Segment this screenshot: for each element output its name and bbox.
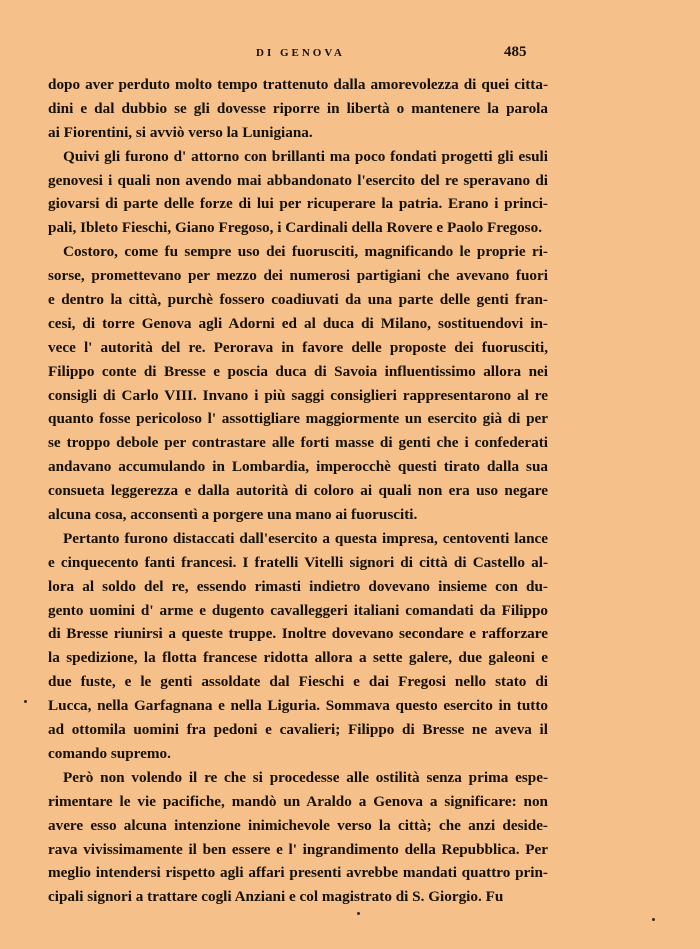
- text-line: Quivi gli furono d' attorno con brillanti ma poco fondati progetti gli esuli: [63, 147, 548, 165]
- text-line: cipali signori a trattare cogli Anziani e col magistrato di S. Giorgio. Fu: [48, 888, 504, 906]
- text-line: giovarsi di parte delle forze di lui per ricuperare la patria. Erano i princi-: [48, 195, 548, 213]
- margin-mark: [24, 700, 27, 703]
- text-line: la spedizione, la flotta francese ridotta allora a sette galere, due galeoni e: [48, 649, 548, 667]
- paragraph: [48, 145, 548, 241]
- text-line: se troppo debole per contrastare alle forti masse di genti che i confederati: [48, 434, 548, 452]
- text-line: Pertanto furono distaccati dall'esercito a questa impresa, centoventi lance: [63, 529, 548, 547]
- text-line: Però non volendo il re che si procedesse alle ostilità senza prima espe-: [63, 768, 548, 786]
- text-line: ai Fiorentini, si avviò verso la Lunigiana.: [48, 123, 313, 141]
- text-line: consueta leggerezza e dalla autorità di coloro ai quali non era uso negare: [48, 482, 548, 500]
- page-header: [48, 44, 550, 64]
- text-line: alcuna cosa, acconsentì a porgere una mano ai fuorusciti.: [48, 506, 418, 524]
- paragraph: [48, 240, 548, 527]
- text-line: gento uomini d' arme e dugento cavalleggeri italiani comandati da Filippo: [48, 601, 548, 619]
- text-line: e dentro la città, purchè fossero coadiuvati da una parte delle genti fran-: [48, 291, 548, 309]
- text-line: dini e dal dubbio se gli dovesse riporre in libertà o mantenere la parola: [48, 99, 548, 117]
- body-text: [48, 73, 548, 909]
- text-line: due fuste, e le genti assoldate dal Fieschi e dai Fregosi nello stato di: [48, 673, 548, 691]
- text-line: consigli di Carlo VIII. Invano i più saggi consiglieri rappresentarono al re: [48, 386, 548, 404]
- page-number: 485: [504, 44, 527, 60]
- text-line: sorse, promettevano per mezzo dei numerosi partigiani che avevano fuori: [48, 267, 548, 285]
- text-line: comando supremo.: [48, 744, 171, 762]
- text-line: vece l' autorità del re. Perorava in favore delle proposte dei fuorusciti,: [48, 338, 548, 356]
- running-title: DI GENOVA: [256, 47, 345, 59]
- text-line: lora al soldo del re, essendo rimasti indietro dovevano insieme con du-: [48, 577, 548, 595]
- text-line: e cinquecento fanti francesi. I fratelli Vitelli signori di città di Castello al-: [48, 553, 548, 571]
- margin-mark: [652, 918, 655, 921]
- paragraph: [48, 527, 548, 766]
- text-line: Lucca, nella Garfagnana e nella Liguria. Sommava questo esercito in tutto: [48, 697, 548, 715]
- text-line: genovesi i quali non avendo mai abbandonato l'esercito del re speravano di: [48, 171, 548, 189]
- text-line: di Bresse riunirsi a queste truppe. Inoltre dovevano secondare e rafforzare: [48, 625, 548, 643]
- text-line: avere esso alcuna intenzione inimichevole verso la città; che anzi deside-: [48, 816, 548, 834]
- text-line: andavano accumulando in Lombardia, imperocchè questi tirato dalla sua: [48, 458, 548, 476]
- paragraph: [48, 73, 548, 145]
- text-line: ad ottomila uomini fra pedoni e cavalieri; Filippo di Bresse ne aveva il: [48, 721, 548, 739]
- paragraph: [48, 766, 548, 909]
- margin-mark: [357, 912, 360, 915]
- text-line: pali, Ibleto Fieschi, Giano Fregoso, i Cardinali della Rovere e Paolo Fregoso.: [48, 219, 542, 237]
- text-line: dopo aver perduto molto tempo trattenuto dalla amorevolezza di quei citta-: [48, 76, 548, 93]
- text-line: Costoro, come fu sempre uso dei fuorusciti, magnificando le proprie ri-: [63, 243, 548, 261]
- text-line: rava vivissimamente il ben essere e l' ingrandimento della Repubblica. Per: [48, 840, 548, 858]
- text-line: rimentare le vie pacifiche, mandò un Araldo a Genova a significare: non: [48, 792, 548, 810]
- text-line: meglio intendersi rispetto agli affari presenti avrebbe mandati quattro prin-: [48, 864, 548, 882]
- text-line: quanto fosse pericoloso l' assottigliare maggiormente un esercito già di per: [48, 410, 548, 428]
- text-line: Filippo conte di Bresse e poscia duca di Savoia influentissimo allora nei: [48, 362, 548, 380]
- text-line: cesi, di torre Genova agli Adorni ed al duca di Milano, sostituendovi in-: [48, 314, 548, 332]
